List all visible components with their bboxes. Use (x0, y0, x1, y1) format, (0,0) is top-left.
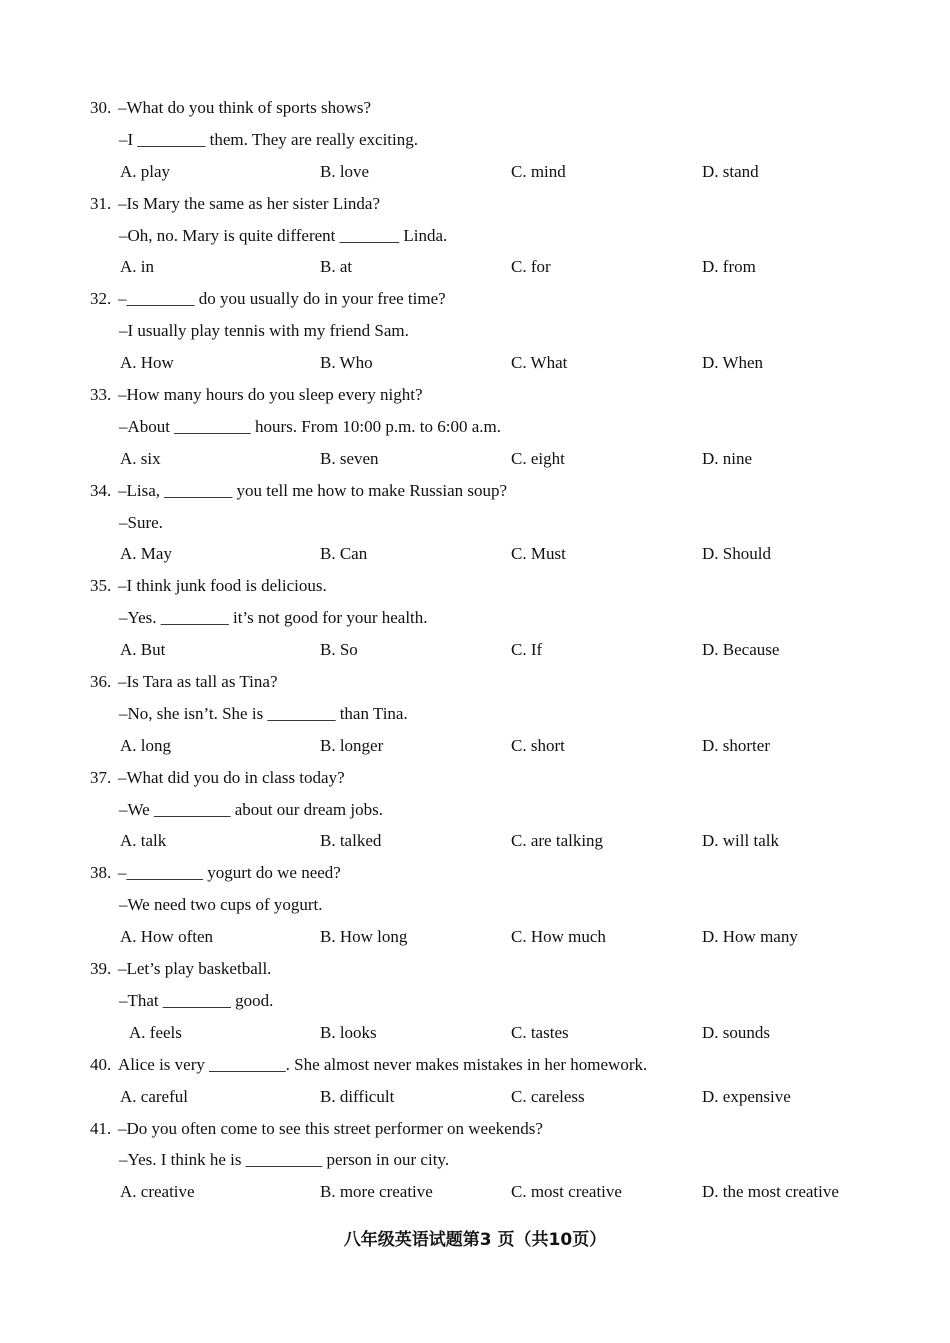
option-a: A. long (120, 735, 171, 755)
question-stem (0, 475, 950, 507)
question-number: 38. (90, 863, 112, 883)
question-text: –What did you do in class today? (118, 767, 345, 787)
option-c: C. mind (511, 161, 566, 181)
option-b: B. difficult (320, 1086, 395, 1106)
option-d: D. Should (702, 544, 771, 564)
question-number: 39. (90, 959, 112, 979)
option-a: A. in (120, 257, 154, 277)
question-number: 30. (90, 98, 112, 117)
option-b: B. more creative (320, 1182, 433, 1202)
question-item (0, 762, 950, 858)
question-text: –Let’s play basketball. (118, 959, 272, 979)
answer-options (0, 156, 950, 188)
option-b: B. at (320, 257, 353, 277)
answer-options (0, 538, 950, 570)
option-a: A. talk (120, 831, 167, 851)
question-number: 37. (90, 767, 112, 787)
question-number: 41. (90, 1118, 112, 1138)
option-d: D. Because (702, 640, 780, 660)
question-reply (0, 602, 950, 634)
answer-options (0, 1176, 950, 1208)
question-reply (0, 124, 950, 156)
question-text: –What do you think of sports shows? (118, 98, 372, 117)
option-c: C. eight (511, 448, 565, 468)
option-a: A. creative (120, 1182, 195, 1202)
question-text: –Is Tara as tall as Tina? (118, 672, 278, 692)
option-b: B. looks (320, 1022, 377, 1042)
reply-text: –Yes. I think he is _________ person in our city. (119, 1150, 450, 1170)
answer-options (0, 1081, 950, 1113)
question-text: –Lisa, ________ you tell me how to make Russian soup? (118, 480, 508, 500)
option-a: A. May (120, 544, 172, 564)
option-a: A. six (120, 448, 161, 468)
option-c: C. How much (511, 927, 606, 947)
question-item (0, 188, 950, 284)
question-text: –Do you often come to see this street performer on weekends? (118, 1118, 543, 1138)
question-text: Alice is very _________. She almost never makes mistakes in her homework. (118, 1054, 648, 1074)
question-stem (0, 188, 950, 220)
question-reply (0, 507, 950, 539)
question-number: 36. (90, 672, 112, 692)
option-b: B. So (320, 640, 358, 660)
option-d: D. How many (702, 927, 798, 947)
reply-text: –We _________ about our dream jobs. (119, 799, 383, 819)
question-reply (0, 794, 950, 826)
option-a: A. feels (129, 1022, 182, 1042)
question-reply (0, 315, 950, 347)
question-item (0, 379, 950, 475)
answer-options (0, 730, 950, 762)
option-d: D. When (702, 353, 764, 373)
question-stem (0, 1049, 950, 1081)
option-c: C. If (511, 640, 543, 660)
reply-text: –I usually play tennis with my friend Sam. (119, 321, 409, 341)
option-c: C. careless (511, 1086, 585, 1106)
question-number: 32. (90, 289, 112, 309)
reply-text: –We need two cups of yogurt. (119, 895, 323, 915)
question-text: –________ do you usually do in your free time? (118, 289, 446, 309)
reply-text: –No, she isn’t. She is ________ than Tina. (119, 703, 408, 723)
page-footer: 八年级英语试题第3 页（共10页） (343, 1230, 607, 1250)
reply-text: –Oh, no. Mary is quite different _______ Linda. (119, 225, 448, 245)
question-text: –How many hours do you sleep every night? (118, 385, 423, 405)
option-b: B. talked (320, 831, 382, 851)
option-c: C. tastes (511, 1022, 569, 1042)
question-item (0, 92, 950, 188)
question-number: 40. (90, 1054, 112, 1074)
option-d: D. sounds (702, 1022, 771, 1042)
question-item (0, 857, 950, 953)
option-d: D. expensive (702, 1086, 791, 1106)
option-d: D. will talk (702, 831, 779, 851)
question-item (0, 283, 950, 379)
option-b: B. How long (320, 927, 408, 947)
question-item (0, 953, 950, 1049)
option-c: C. most creative (511, 1182, 622, 1202)
question-stem (0, 762, 950, 794)
option-c: C. What (511, 353, 568, 373)
question-item (0, 475, 950, 571)
question-stem (0, 570, 950, 602)
option-a: A. How often (120, 927, 214, 947)
question-reply (0, 889, 950, 921)
option-b: B. seven (320, 448, 379, 468)
question-stem (0, 283, 950, 315)
question-reply (0, 220, 950, 252)
option-a: A. play (120, 161, 171, 181)
question-text: –I think junk food is delicious. (118, 576, 327, 596)
option-a: A. careful (120, 1086, 188, 1106)
question-text: –Is Mary the same as her sister Linda? (118, 193, 380, 213)
question-number: 35. (90, 576, 112, 596)
reply-text: –That ________ good. (119, 990, 274, 1010)
answer-options (0, 921, 950, 953)
option-d: D. from (702, 257, 756, 277)
question-item (0, 570, 950, 666)
question-stem (0, 953, 950, 985)
option-a: A. How (120, 353, 174, 373)
question-stem (0, 1113, 950, 1145)
question-item (0, 1049, 950, 1113)
answer-options (0, 443, 950, 475)
question-reply (0, 698, 950, 730)
question-list (0, 92, 950, 1208)
question-stem (0, 857, 950, 889)
option-b: B. longer (320, 735, 384, 755)
option-d: D. stand (702, 161, 759, 181)
option-d: D. nine (702, 448, 753, 468)
answer-options (0, 251, 950, 283)
question-number: 31. (90, 193, 112, 213)
question-stem (0, 666, 950, 698)
question-stem (0, 379, 950, 411)
option-c: C. short (511, 735, 565, 755)
question-reply (0, 985, 950, 1017)
answer-options (0, 825, 950, 857)
option-c: C. for (511, 257, 551, 277)
question-reply (0, 411, 950, 443)
question-item (0, 1113, 950, 1209)
option-b: B. Who (320, 353, 373, 373)
reply-text: –Sure. (119, 512, 163, 532)
question-number: 33. (90, 385, 112, 405)
option-c: C. Must (511, 544, 566, 564)
option-d: D. the most creative (702, 1182, 839, 1202)
option-c: C. are talking (511, 831, 604, 851)
answer-options (0, 1017, 950, 1049)
question-stem (0, 92, 950, 124)
question-reply (0, 1144, 950, 1176)
option-a: A. But (120, 640, 166, 660)
reply-text: –Yes. ________ it’s not good for your health. (119, 608, 428, 628)
question-number: 34. (90, 480, 112, 500)
answer-options (0, 347, 950, 379)
answer-options (0, 634, 950, 666)
option-b: B. Can (320, 544, 368, 564)
reply-text: –About _________ hours. From 10:00 p.m. to 6:00 a.m. (119, 416, 502, 436)
question-text: –_________ yogurt do we need? (118, 863, 341, 883)
reply-text: –I ________ them. They are really exciting. (119, 129, 418, 149)
option-d: D. shorter (702, 735, 770, 755)
question-item (0, 666, 950, 762)
option-b: B. love (320, 161, 370, 181)
